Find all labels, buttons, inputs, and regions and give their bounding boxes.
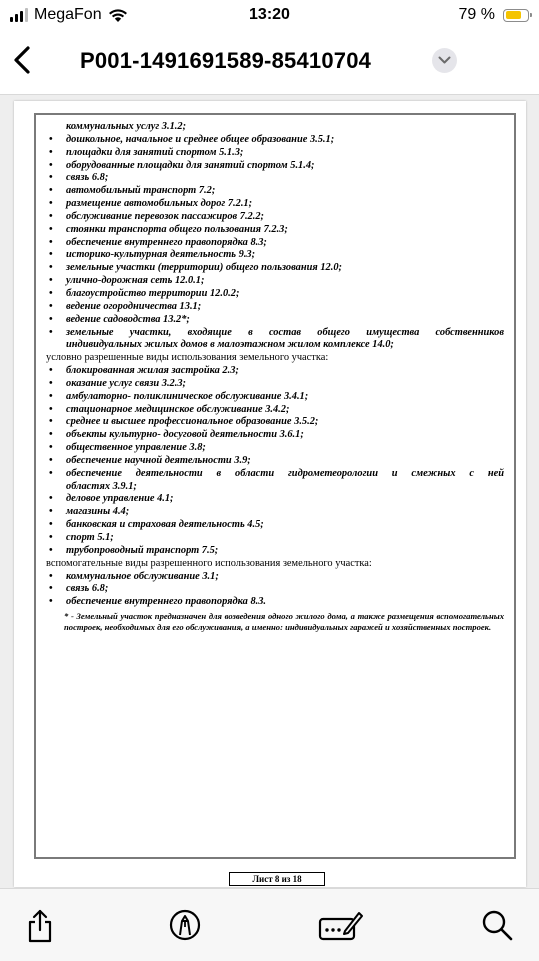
list-item	[46, 365, 504, 378]
list-item	[46, 404, 504, 417]
list-item-text: банковская и страховая деятельность 4.5;	[66, 519, 264, 531]
list-item	[46, 211, 504, 224]
bullet-icon: •	[49, 249, 53, 261]
chevron-left-icon	[8, 42, 38, 78]
list-item	[46, 468, 504, 481]
chevron-down-icon	[438, 56, 451, 65]
list-item-text: среднее и высшее профессиональное образование 3.5.2;	[66, 416, 319, 428]
bullet-icon: •	[49, 313, 53, 325]
list-item-text: благоустройство территории 12.0.2;	[66, 287, 240, 299]
bullet-icon: •	[49, 365, 53, 377]
sheet-number: Лист 8 из 18	[229, 872, 325, 886]
list-item	[46, 416, 504, 429]
back-button[interactable]	[8, 42, 38, 78]
bullet-icon: •	[49, 159, 53, 171]
bullet-icon: •	[49, 519, 53, 531]
list-item-text: дошкольное, начальное и среднее общее образование 3.5.1;	[66, 133, 335, 145]
list-item	[46, 327, 504, 340]
list-item-text: коммунальное обслуживание 3.1;	[66, 570, 219, 582]
list-item	[46, 583, 504, 596]
carrier-name: MegaFon	[34, 6, 102, 23]
share-button[interactable]	[26, 909, 54, 948]
footnote: * - Земельный участок предназначен для возведения одного жилого дома, а также размещения вспомогательных построек, необходимых для его обслуживания, а именно: индивидуальных гаражей и хозяйственных построек.	[64, 611, 504, 633]
battery-percentage: 79 %	[458, 6, 495, 23]
list-item-text: ведение огородничества 13.1;	[66, 300, 202, 312]
bullet-icon: •	[49, 532, 53, 543]
list-item	[46, 288, 504, 301]
list-item	[46, 532, 504, 545]
list-item	[46, 391, 504, 404]
search-button[interactable]	[481, 909, 513, 946]
list-item	[46, 429, 504, 442]
list-item-text: улично-дорожная сеть 12.0.1;	[66, 275, 205, 287]
page-frame	[34, 113, 516, 859]
bullet-icon: •	[49, 210, 53, 222]
bullet-icon: •	[49, 198, 53, 210]
status-right	[459, 6, 529, 24]
bullet-icon: •	[49, 429, 53, 441]
signature-icon	[318, 909, 364, 941]
bullet-icon: •	[49, 377, 53, 389]
status-bar	[0, 0, 539, 32]
bottom-toolbar	[0, 888, 539, 961]
list-item-text: ведение садоводства 13.2*;	[66, 313, 190, 325]
list-item-text: амбулаторно- поликлиническое обслуживание 3.4.1;	[66, 390, 309, 402]
bullet-icon: •	[49, 454, 53, 466]
list-item-text: магазины 4.4;	[66, 506, 130, 518]
document-text	[46, 121, 504, 633]
bullet-icon: •	[49, 403, 53, 415]
bullet-icon: •	[49, 300, 53, 312]
battery-cap	[530, 13, 532, 17]
battery-icon	[503, 9, 529, 22]
section-heading: условно разрешенные виды использования земельного участка:	[46, 352, 329, 364]
list-item-text: размещение автомобильных дорог 7.2.1;	[66, 198, 253, 210]
list-item	[46, 442, 504, 455]
list-item	[46, 455, 504, 468]
bullet-icon: •	[49, 185, 53, 197]
list-item	[46, 314, 504, 327]
bullet-icon: •	[49, 275, 53, 287]
list-item	[46, 147, 504, 160]
list-item-text: стоянки транспорта общего пользования 7.2.3;	[66, 223, 288, 235]
bullet-icon: •	[49, 287, 53, 299]
list-item-text: общественное управление 3.8;	[66, 442, 206, 454]
list-item-text: площадки для занятий спортом 5.1.3;	[66, 146, 244, 158]
list-item-text: автомобильный транспорт 7.2;	[66, 185, 216, 197]
bullet-icon: •	[49, 390, 53, 402]
list-item-text: обеспечение внутреннего правопорядка 8.3;	[66, 236, 267, 248]
document-page	[14, 101, 526, 887]
list-item	[46, 378, 504, 391]
list-item	[46, 134, 504, 147]
list-item-continuation: областях 3.9.1;	[66, 480, 137, 492]
status-time: 13:20	[249, 6, 290, 23]
list-item-text: спорт 5.1;	[66, 532, 114, 543]
bullet-icon: •	[49, 544, 53, 556]
list-item	[46, 301, 504, 314]
list-item-text: деловое управление 4.1;	[66, 493, 174, 505]
battery-fill	[506, 11, 522, 19]
title-menu-button[interactable]	[432, 48, 457, 73]
list-item-continuation: коммунальных услуг 3.1.2;	[66, 121, 187, 132]
list-item	[46, 571, 504, 584]
list-item	[46, 185, 504, 198]
list-item	[46, 275, 504, 288]
bullet-icon: •	[49, 442, 53, 454]
markup-button[interactable]	[169, 909, 201, 946]
list-item-text: земельные участки, входящие в состав общего имущества собственников	[66, 326, 504, 338]
list-item-text: связь 6.8;	[66, 583, 109, 595]
list-item-text: трубопроводный транспорт 7.5;	[66, 544, 219, 556]
list-item	[46, 172, 504, 185]
bullet-icon: •	[49, 583, 53, 595]
list-item-text: объекты культурно- досуговой деятельности 3.6.1;	[66, 429, 304, 441]
bullet-icon: •	[49, 236, 53, 248]
list-item	[46, 506, 504, 519]
list-item	[46, 160, 504, 173]
section-heading: вспомогательные виды разрешенного использования земельного участка:	[46, 557, 372, 569]
bullet-icon: •	[49, 467, 53, 479]
list-item	[46, 596, 504, 609]
bullet-icon: •	[49, 223, 53, 235]
list-item-text: историко-культурная деятельность 9.3;	[66, 249, 256, 261]
bullet-icon: •	[49, 262, 53, 274]
bullet-icon: •	[49, 570, 53, 582]
list-item	[46, 519, 504, 532]
list-item-continuation: индивидуальных жилых домов в малоэтажном жилом комплексе 14.0;	[66, 339, 394, 351]
list-item-text: оказание услуг связи 3.2.3;	[66, 377, 187, 389]
bullet-icon: •	[49, 493, 53, 505]
list-item-text: стационарное медицинское обслуживание 3.4.2;	[66, 403, 290, 415]
list-item	[46, 493, 504, 506]
list-item-text: оборудованные площадки для занятий спортом 5.1.4;	[66, 159, 315, 171]
bullet-icon: •	[49, 506, 53, 518]
signature-button[interactable]	[318, 909, 364, 946]
list-item-text: связь 6.8;	[66, 172, 109, 184]
list-item	[46, 262, 504, 275]
bullet-icon: •	[49, 326, 53, 338]
list-item	[46, 224, 504, 237]
bullet-icon: •	[49, 146, 53, 158]
list-item-text: обеспечение внутреннего правопорядка 8.3.	[66, 596, 267, 608]
search-icon	[481, 909, 513, 941]
list-item-text: обслуживание перевозок пассажиров 7.2.2;	[66, 210, 265, 222]
document-title[interactable]: P001-1491691589-85410704	[80, 48, 372, 73]
list-item-text: земельные участки (территории) общего пользования 12.0;	[66, 262, 342, 274]
bullet-icon: •	[49, 133, 53, 145]
bullet-icon: •	[49, 416, 53, 428]
bullet-icon: •	[49, 596, 53, 608]
bullet-icon: •	[49, 172, 53, 184]
document-viewer[interactable]	[0, 94, 539, 889]
list-item	[46, 198, 504, 211]
share-icon	[26, 909, 54, 943]
list-item	[46, 249, 504, 262]
list-item	[46, 545, 504, 558]
list-item-text: обеспечение научной деятельности 3.9;	[66, 454, 251, 466]
markup-pen-icon	[169, 909, 201, 941]
list-item-text: обеспечение деятельности в области гидрометеорологии и смежных с ней	[66, 467, 504, 479]
navigation-bar	[0, 32, 539, 90]
list-item-text: блокированная жилая застройка 2.3;	[66, 365, 239, 377]
list-item	[46, 237, 504, 250]
